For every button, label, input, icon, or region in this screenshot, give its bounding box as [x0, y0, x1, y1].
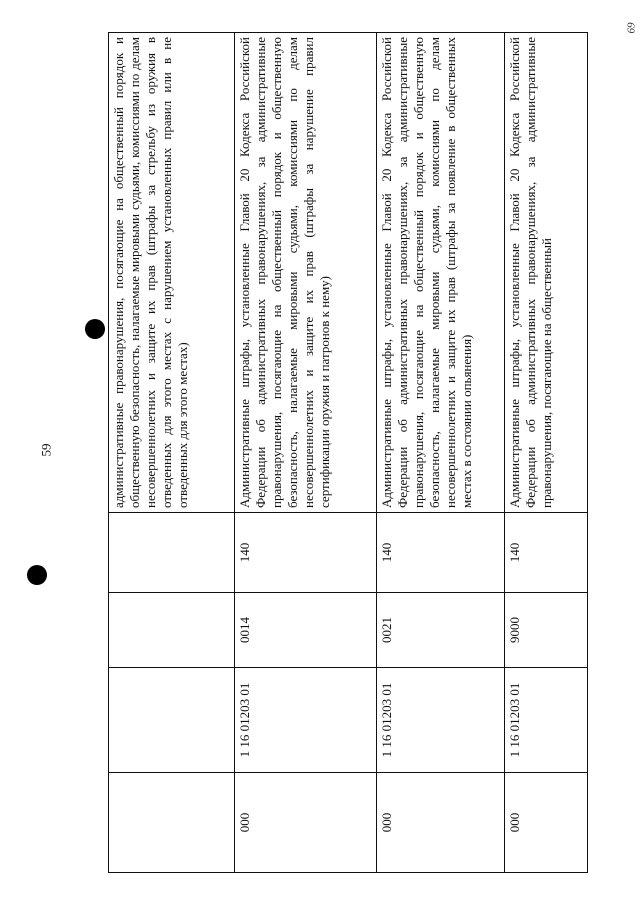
admin-code-cell: 000	[505, 773, 588, 873]
description-cell: Административные штрафы, установленные Главой 20 Кодекса Российской Федерации об административных правонарушениях, за административные правонарушения, посягающие на общественный порядок и общественную безопасность, налагаемые мировыми судьями, комиссиями по делам несовершеннолетних и защите их прав (штрафы за нарушение правил сертификации оружия и патронов к нему)	[235, 33, 377, 513]
punch-hole	[27, 565, 47, 585]
admin-code-cell	[109, 773, 235, 873]
income-code-cell	[109, 668, 235, 773]
subtype-code-cell: 9000	[505, 593, 588, 668]
admin-code-cell: 000	[377, 773, 505, 873]
punch-hole	[85, 319, 105, 339]
income-type-cell	[109, 513, 235, 593]
description-cell: Административные штрафы, установленные Главой 20 Кодекса Российской Федерации об административных правонарушениях, за административные правонарушения, посягающие на общественный	[505, 33, 588, 513]
income-code-cell: 1 16 01203 01	[377, 668, 505, 773]
subtype-code-cell: 0021	[377, 593, 505, 668]
subtype-code-cell	[109, 593, 235, 668]
income-code-cell: 1 16 01203 01	[235, 668, 377, 773]
income-type-cell: 140	[505, 513, 588, 593]
table-row	[377, 33, 505, 873]
rotated-table-container	[108, 33, 587, 873]
table-row	[505, 33, 588, 873]
description-cell: Административные штрафы, установленные Главой 20 Кодекса Российской Федерации об административных правонарушениях, за административные правонарушения, посягающие на общественный порядок и общественную безопасность, налагаемые мировыми судьями, комиссиями по делам несовершеннолетних и защите их прав (штрафы за появление в общественных местах в состоянии опьянения)	[377, 33, 505, 513]
income-type-cell: 140	[235, 513, 377, 593]
admin-code-cell: 000	[235, 773, 377, 873]
table-row	[235, 33, 377, 873]
income-code-cell: 1 16 01203 01	[505, 668, 588, 773]
income-type-cell: 140	[377, 513, 505, 593]
description-cell: административные правонарушения, посягающие на общественный порядок и общественную безопасность, налагаемые мировыми судьями, комиссиями по делам несовершеннолетних и защите их прав (штрафы за стрельбу из оружия в отведенных для этого местах с нарушением установленных правил или в не отведенных для этого местах)	[109, 33, 235, 513]
page-number: 59	[38, 443, 54, 457]
corner-mark: 69	[625, 22, 638, 34]
subtype-code-cell: 0014	[235, 593, 377, 668]
budget-codes-table	[108, 32, 588, 873]
table-row	[109, 33, 235, 873]
